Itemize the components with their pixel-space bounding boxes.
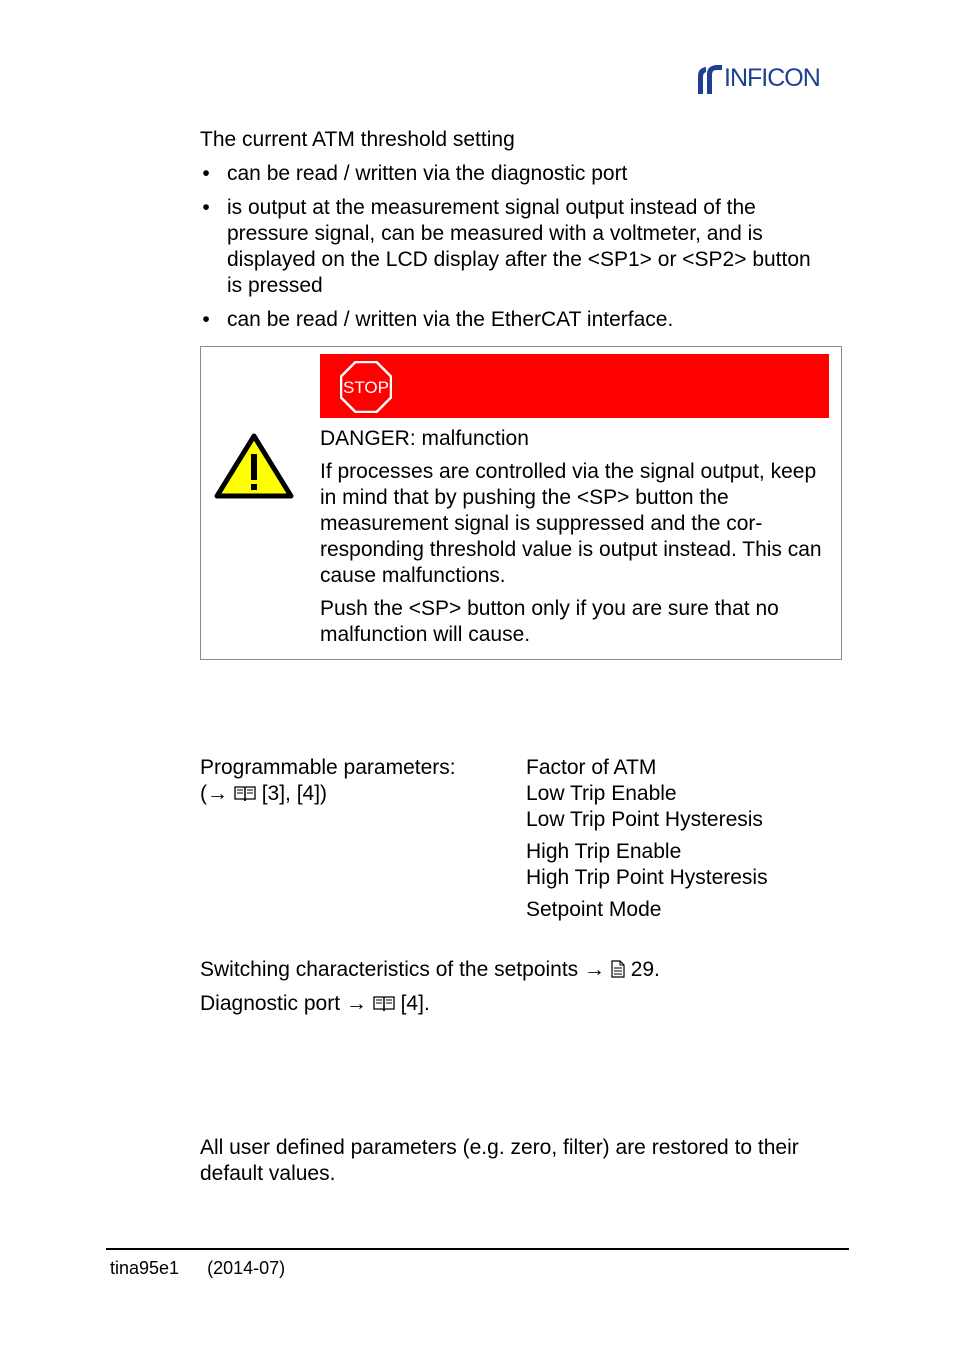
param-factor-of-atm: Factor of ATM xyxy=(526,756,657,779)
param-high-trip-hysteresis: High Trip Point Hysteresis xyxy=(526,866,768,889)
bullet-item xyxy=(200,161,820,187)
bullet-list xyxy=(200,161,820,341)
restore-defaults-text: All user defined parameters (e.g. zero, filter) are restored to their default values. xyxy=(200,1136,799,1185)
warning-triangle-icon xyxy=(214,432,294,500)
params-ref-prefix: (→ xyxy=(200,782,228,805)
switching-page-number: 29. xyxy=(630,958,660,981)
book-icon xyxy=(234,784,256,802)
bullet-text: can be read / written via the diagnostic port xyxy=(227,162,628,185)
params-reference xyxy=(200,781,456,807)
footer xyxy=(110,1257,285,1279)
param-high-trip-enable: High Trip Enable xyxy=(526,840,682,863)
param-low-trip-enable: Low Trip Enable xyxy=(526,782,677,805)
danger-header-bar xyxy=(320,354,829,418)
page-icon xyxy=(611,960,625,978)
diag-ref: [4]. xyxy=(400,992,430,1015)
diagnostic-port-reference[interactable] xyxy=(200,991,430,1017)
inficon-logo-mark-icon xyxy=(694,64,724,96)
logo-wordmark: INFICON xyxy=(724,64,820,92)
danger-title: DANGER: malfunction xyxy=(320,427,529,450)
intro-lead: The current ATM threshold setting xyxy=(200,128,515,151)
params-ref-suffix: [3], [4]) xyxy=(261,782,328,805)
inficon-logo xyxy=(694,62,846,98)
diag-text: Diagnostic port → xyxy=(200,992,367,1015)
bullet-dot-icon: • xyxy=(202,308,210,331)
danger-text-block xyxy=(320,426,825,655)
stop-sign-icon xyxy=(340,361,392,413)
footer-date: (2014-07) xyxy=(207,1258,286,1278)
param-low-trip-hysteresis: Low Trip Point Hysteresis xyxy=(526,808,763,831)
book-icon xyxy=(373,994,395,1012)
stop-sign-label: STOP xyxy=(343,378,389,397)
params-label-block xyxy=(200,755,456,807)
bullet-item xyxy=(200,307,820,333)
bullet-item xyxy=(200,195,820,299)
switching-characteristics-reference[interactable] xyxy=(200,957,660,983)
params-label: Programmable parameters: xyxy=(200,756,456,779)
params-values-list xyxy=(526,755,768,923)
bullet-text: can be read / written via the EtherCAT interface. xyxy=(227,308,674,331)
param-setpoint-mode: Setpoint Mode xyxy=(526,898,662,921)
switching-text: Switching characteristics of the setpoints → xyxy=(200,958,606,981)
danger-body-2: Push the <SP> button only if you are sure that no malfunction will cause. xyxy=(320,597,779,646)
danger-body-1: If processes are controlled via the signal output, keep in mind that by pushing the <SP> button the measurement signal is suppressed and the cor-responding threshold value is output instead. This can cause malfunctions. xyxy=(320,460,822,587)
bullet-text: is output at the measurement signal output instead of the pressure signal, can be measured with a voltmeter, and is displayed on the LCD display after the <SP1> or <SP2> button is pressed xyxy=(227,196,811,297)
bullet-dot-icon: • xyxy=(202,196,210,219)
footer-doc-id: tina95e1 xyxy=(110,1258,180,1278)
bullet-dot-icon: • xyxy=(202,162,210,185)
footer-rule xyxy=(106,1248,849,1250)
